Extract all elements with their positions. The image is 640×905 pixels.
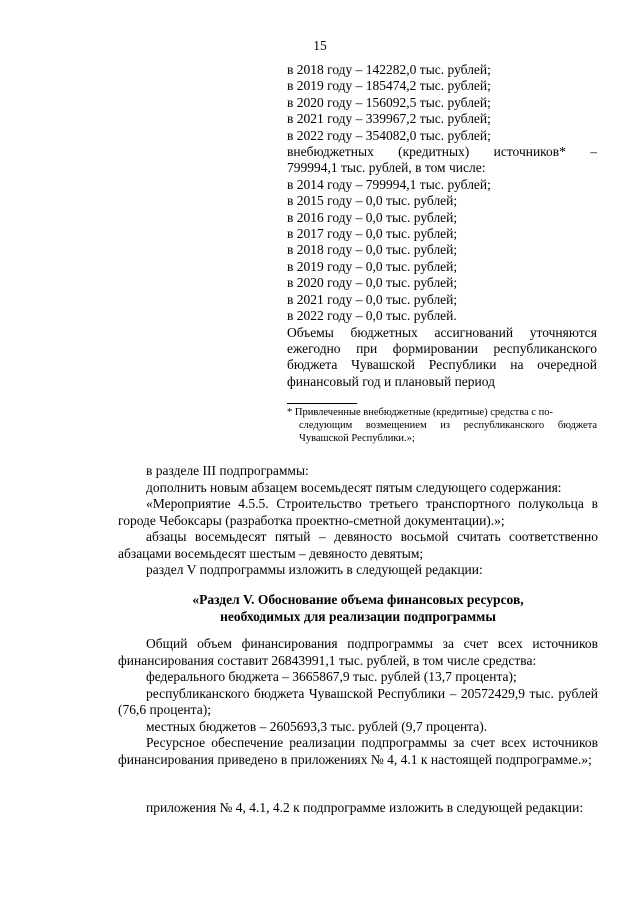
extrabudget-total: 799994,1 тыс. рублей, в том числе: (287, 160, 486, 176)
paragraph: Ресурсное обеспечение реализации подпрограммы за счет всех источников финансирования приведено в приложениях № 4, 4.1 к настоящей подпрограмме.»; (118, 735, 598, 767)
paragraph: республиканского бюджета Чувашской Республики – 20572429,9 тыс. рублей (76,6 процента); (118, 685, 598, 717)
year-line: в 2021 году – 339967,2 тыс. рублей; (287, 111, 491, 127)
amendment-text (118, 463, 598, 579)
financing-column (287, 62, 597, 390)
extrabudget-year-line: в 2017 году – 0,0 тыс. рублей; (287, 226, 458, 242)
closing-text (118, 800, 598, 817)
section-heading-line: необходимых для реализации подпрограммы (220, 608, 496, 624)
paragraph: местных бюджетов – 2605693,3 тыс. рублей (9,7 процента). (146, 718, 488, 734)
extrabudget-year-line: в 2022 году – 0,0 тыс. рублей. (287, 308, 457, 324)
paragraph: абзацы восемьдесят пятый – девяносто восьмой считать соответственно абзацами восемьдесят шестым – девяносто девятым; (118, 529, 598, 561)
paragraph: в разделе III подпрограммы: (146, 463, 309, 478)
paragraph: дополнить новым абзацем восемьдесят пятым следующего содержания: (146, 479, 562, 495)
section-heading-line: «Раздел V. Обоснование объема финансовых ресурсов, (192, 592, 524, 607)
footnote-line: следующим возмещением из республиканского бюджета (299, 420, 597, 431)
extrabudget-year-line: в 2018 году – 0,0 тыс. рублей; (287, 242, 458, 258)
section-heading (118, 592, 598, 625)
year-line: в 2019 году – 185474,2 тыс. рублей; (287, 78, 491, 94)
extrabudget-heading: внебюджетных (кредитных) источников* – (287, 144, 597, 160)
extrabudget-year-line: в 2021 году – 0,0 тыс. рублей; (287, 291, 458, 307)
footnote-divider (287, 403, 357, 404)
paragraph: федерального бюджета – 3665867,9 тыс. рублей (13,7 процента); (146, 669, 517, 684)
paragraph: «Мероприятие 4.5.5. Строительство третьего транспортного полукольца в городе Чебоксары (разработка проектно-сметной документации).»; (118, 496, 598, 528)
page-number: 15 (313, 38, 327, 53)
paragraph: Общий объем финансирования подпрограммы за счет всех источников финансирования составит 26843991,1 тыс. рублей, в том числе средства: (118, 636, 598, 668)
extrabudget-year-line: в 2019 году – 0,0 тыс. рублей; (287, 258, 458, 274)
year-line: в 2020 году – 156092,5 тыс. рублей; (287, 94, 491, 110)
extrabudget-year-line: в 2015 году – 0,0 тыс. рублей; (287, 193, 458, 209)
footnote (287, 406, 597, 445)
extrabudget-year-line: в 2020 году – 0,0 тыс. рублей; (287, 275, 458, 291)
year-line: в 2022 году – 354082,0 тыс. рублей; (287, 127, 491, 143)
footnote-line: Чувашской Республики.»; (299, 433, 415, 444)
year-line: в 2018 году – 142282,0 тыс. рублей; (287, 62, 491, 77)
extrabudget-year-line: в 2014 году – 799994,1 тыс. рублей; (287, 176, 491, 192)
paragraph: приложения № 4, 4.1, 4.2 к подпрограмме изложить в следующей редакции: (146, 800, 584, 815)
paragraph: раздел V подпрограммы изложить в следующей редакции: (146, 562, 483, 577)
footnote-line: * Привлеченные внебюджетные (кредитные) средства с по- (287, 407, 554, 418)
section-body (118, 636, 598, 768)
extrabudget-year-line: в 2016 году – 0,0 тыс. рублей; (287, 209, 458, 225)
allocation-note: Объемы бюджетных ассигнований уточняются ежегодно при формировании республиканского бюджета Чувашской Республики на очередной финансовый год и плановый период (287, 324, 597, 389)
